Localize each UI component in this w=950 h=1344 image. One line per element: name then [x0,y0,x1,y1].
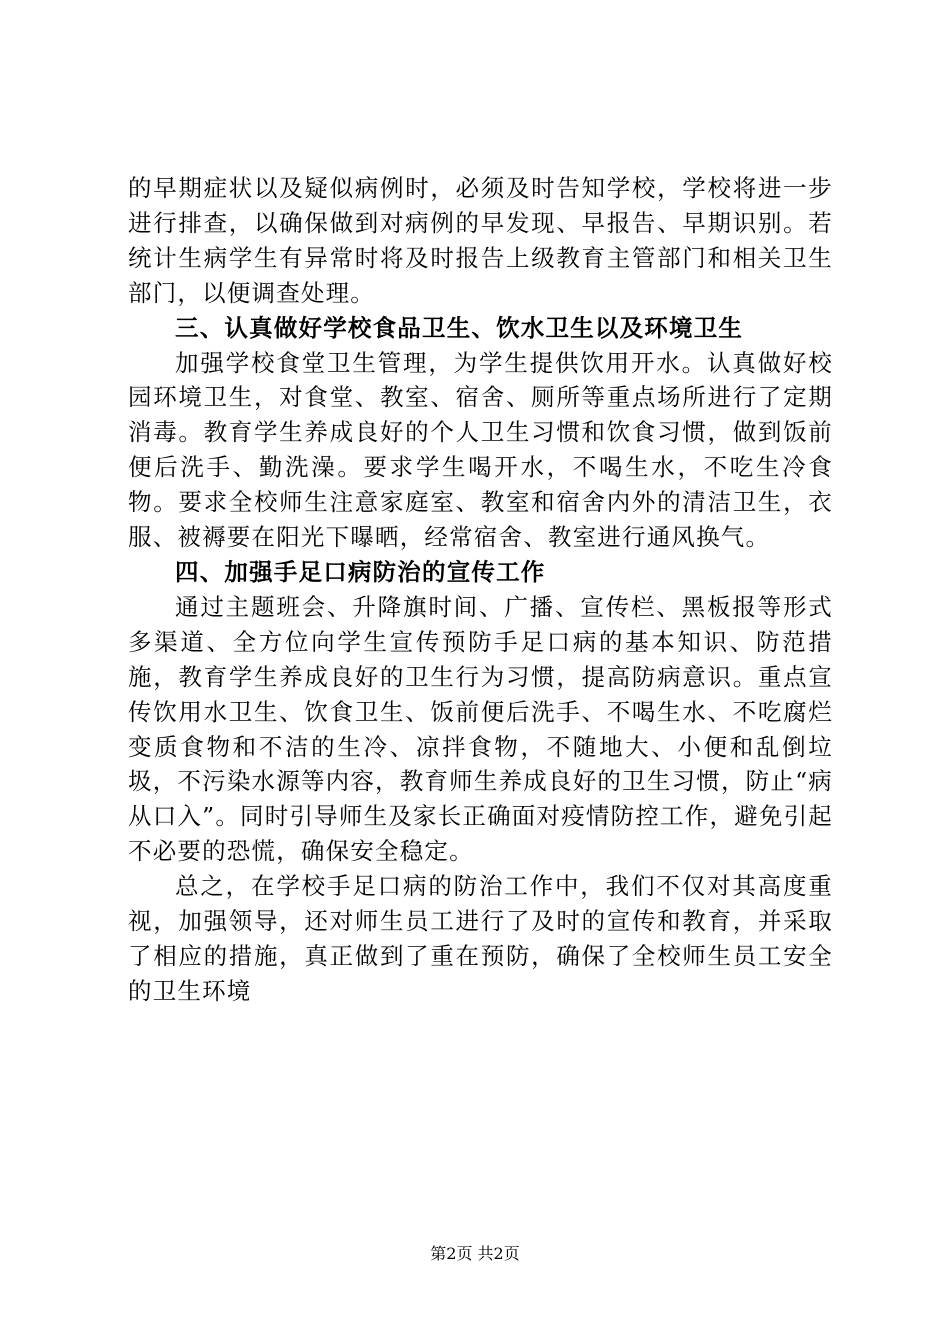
paragraph-publicity: 通过主题班会、升降旗时间、广播、宣传栏、黑板报等形式多渠道、全方位向学生宣传预防手足口病的基本知识、防范措施，教育学生养成良好的卫生行为习惯，提高防病意识。重点宣传饮用水卫生、饮食卫生、饭前便后洗手、不喝生水、不吃腐烂变质食物和不洁的生冷、凉拌食物，不随地大、小便和乱倒垃圾，不污染水源等内容，教育师生养成良好的卫生习惯，防止“病从口入”。同时引导师生及家长正确面对疫情防控工作，避免引起不必要的恐慌，确保安全稳定。 [128,592,833,866]
paragraph-continuation: 的早期症状以及疑似病例时，必须及时告知学校，学校将进一步进行排查，以确保做到对病例的早发现、早报告、早期识别。若统计生病学生有异常时将及时报告上级教育主管部门和相关卫生部门，以便调查处理。 [128,174,833,307]
document-body [128,171,833,1009]
paragraph-conclusion: 总之，在学校手足口病的防治工作中，我们不仅对其高度重视，加强领导，还对师生员工进行了及时的宣传和教育，并采取了相应的措施，真正做到了重在预防，确保了全校师生员工安全的卫生环境 [128,872,833,1005]
section-heading-3: 三、认真做好学校食品卫生、饮水卫生以及环境卫生 [175,313,744,342]
paragraph-hygiene: 加强学校食堂卫生管理，为学生提供饮用开水。认真做好校园环境卫生，对食堂、教室、宿舍、厕所等重点场所进行了定期消毒。教育学生养成良好的个人卫生习惯和饮食习惯，做到饭前便后洗手、勤洗澡。要求学生喝开水，不喝生水，不吃生冷食物。要求全校师生注意家庭室、教室和宿舍内外的清洁卫生，衣服、被褥要在阳光下曝晒，经常宿舍、教室进行通风换气。 [128,348,833,552]
page-footer: 第2页 共2页 [430,1244,520,1263]
section-heading-4: 四、加强手足口病防治的宣传工作 [175,557,546,586]
